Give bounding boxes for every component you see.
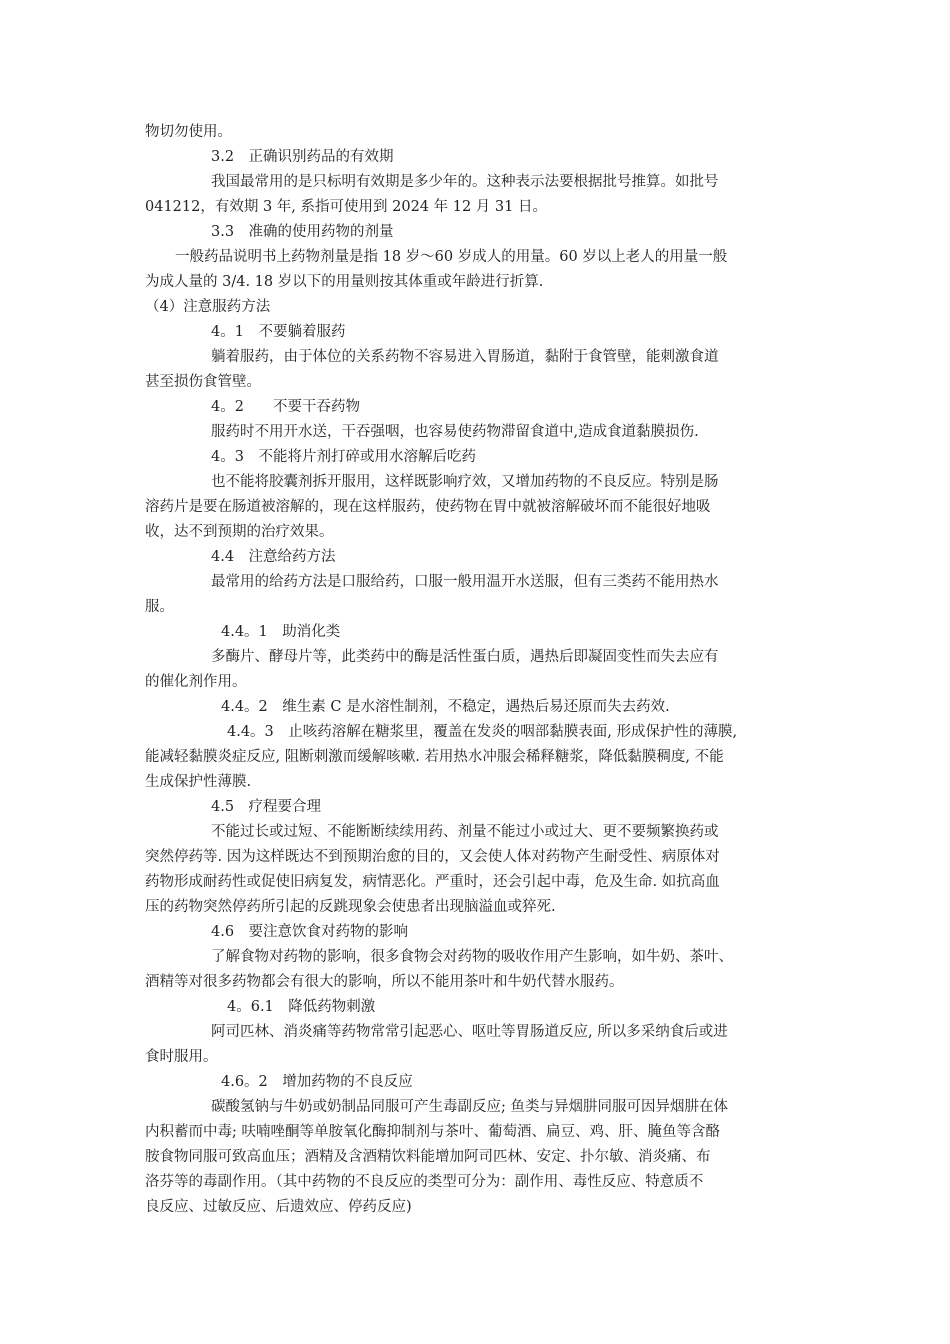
text-line: 收，达不到预期的治疗效果。 bbox=[145, 524, 334, 540]
text-line: 能减轻黏膜炎症反应, 阻断刺激而缓解咳嗽. 若用热水冲服会稀释糖浆，降低黏膜稠度, 不能 bbox=[145, 749, 724, 765]
text-line: 4.6。2 增加药物的不良反应 bbox=[221, 1074, 413, 1090]
text-line: 041212，有效期 3 年, 系指可使用到 2024 年 12 月 31 日。 bbox=[145, 199, 547, 215]
text-line: 4.5 疗程要合理 bbox=[211, 799, 322, 815]
text-line: 阿司匹林、消炎痛等药物常常引起恶心、呕吐等胃肠道反应, 所以多采纳食后或进 bbox=[211, 1024, 728, 1040]
text-line: 的催化剂作用。 bbox=[145, 674, 247, 690]
text-line: 物切勿使用。 bbox=[145, 124, 232, 140]
text-line: 4.4。1 助消化类 bbox=[221, 624, 341, 640]
text-line: 内积蓄而中毒; 呋喃唑酮等单胺氧化酶抑制剂与茶叶、葡萄酒、扁豆、鸡、肝、腌鱼等含酪 bbox=[145, 1124, 720, 1140]
text-line: 4。2 不要干吞药物 bbox=[211, 399, 360, 415]
text-line: （4）注意服药方法 bbox=[145, 299, 271, 315]
document-body bbox=[145, 120, 820, 1220]
text-line: 服。 bbox=[145, 599, 174, 615]
text-line: 酒精等对很多药物都会有很大的影响，所以不能用茶叶和牛奶代替水服药。 bbox=[145, 974, 624, 990]
text-line: 4。6.1 降低药物刺激 bbox=[227, 999, 376, 1015]
text-line: 溶药片是要在肠道被溶解的，现在这样服药，使药物在胃中就被溶解破坏而不能很好地吸 bbox=[145, 499, 711, 515]
text-line: 一般药品说明书上药物剂量是指 18 岁～60 岁成人的用量。60 岁以上老人的用量一般 bbox=[175, 249, 728, 265]
text-line: 4。3 不能将片剂打碎或用水溶解后吃药 bbox=[211, 449, 476, 465]
text-line: 药物形成耐药性或促使旧病复发，病情恶化。严重时，还会引起中毒，危及生命. 如抗高血 bbox=[145, 874, 720, 890]
text-line: 4.4。3 止咳药溶解在糖浆里，覆盖在发炎的咽部黏膜表面, 形成保护性的薄膜, bbox=[227, 724, 738, 740]
text-line: 碳酸氢钠与牛奶或奶制品同服可产生毒副反应; 鱼类与异烟肼同服可因异烟肼在体 bbox=[211, 1099, 728, 1115]
text-line: 食时服用。 bbox=[145, 1049, 218, 1065]
text-line: 生成保护性薄膜. bbox=[145, 774, 252, 790]
text-line: 4。1 不要躺着服药 bbox=[211, 324, 346, 340]
text-line: 为成人量的 3/4. 18 岁以下的用量则按其体重或年龄进行折算. bbox=[145, 274, 544, 290]
text-line: 突然停药等. 因为这样既达不到预期治愈的目的，又会使人体对药物产生耐受性、病原体对 bbox=[145, 849, 720, 865]
text-line: 我国最常用的是只标明有效期是多少年的。这种表示法要根据批号推算。如批号 bbox=[211, 174, 719, 190]
text-line: 3.3 准确的使用药物的剂量 bbox=[211, 224, 394, 240]
text-line: 4.6 要注意饮食对药物的影响 bbox=[211, 924, 409, 940]
text-line: 3.2 正确识别药品的有效期 bbox=[211, 149, 394, 165]
text-line: 最常用的给药方法是口服给药，口服一般用温开水送服，但有三类药不能用热水 bbox=[211, 574, 719, 590]
text-line: 了解食物对药物的影响，很多食物会对药物的吸收作用产生影响，如牛奶、茶叶、 bbox=[211, 949, 733, 965]
text-line: 4.4 注意给药方法 bbox=[211, 549, 336, 565]
text-line: 胺食物同服可致高血压；酒精及含酒精饮料能增加阿司匹林、安定、扑尔敏、消炎痛、布 bbox=[145, 1149, 711, 1165]
text-line: 多酶片、酵母片等，此类药中的酶是活性蛋白质，遇热后即凝固变性而失去应有 bbox=[211, 649, 719, 665]
text-line: 躺着服药，由于体位的关系药物不容易进入胃肠道，黏附于食管壁，能刺激食道 bbox=[211, 349, 719, 365]
text-line: 不能过长或过短、不能断断续续用药、剂量不能过小或过大、更不要频繁换药或 bbox=[211, 824, 719, 840]
text-line: 服药时不用开水送，干吞强咽，也容易使药物滞留食道中,造成食道黏膜损伤. bbox=[211, 424, 699, 440]
text-line: 甚至损伤食管壁。 bbox=[145, 374, 261, 390]
text-line: 洛芬等的毒副作用。（其中药物的不良反应的类型可分为：副作用、毒性反应、特意质不 bbox=[145, 1174, 704, 1190]
text-line: 也不能将胶囊剂拆开服用，这样既影响疗效，又增加药物的不良反应。特别是肠 bbox=[211, 474, 719, 490]
text-line: 压的药物突然停药所引起的反跳现象会使患者出现脑溢血或猝死. bbox=[145, 899, 556, 915]
text-line: 良反应、过敏反应、后遗效应、停药反应) bbox=[145, 1199, 412, 1215]
text-line: 4.4。2 维生素 C 是水溶性制剂，不稳定，遇热后易还原而失去药效. bbox=[221, 699, 670, 715]
